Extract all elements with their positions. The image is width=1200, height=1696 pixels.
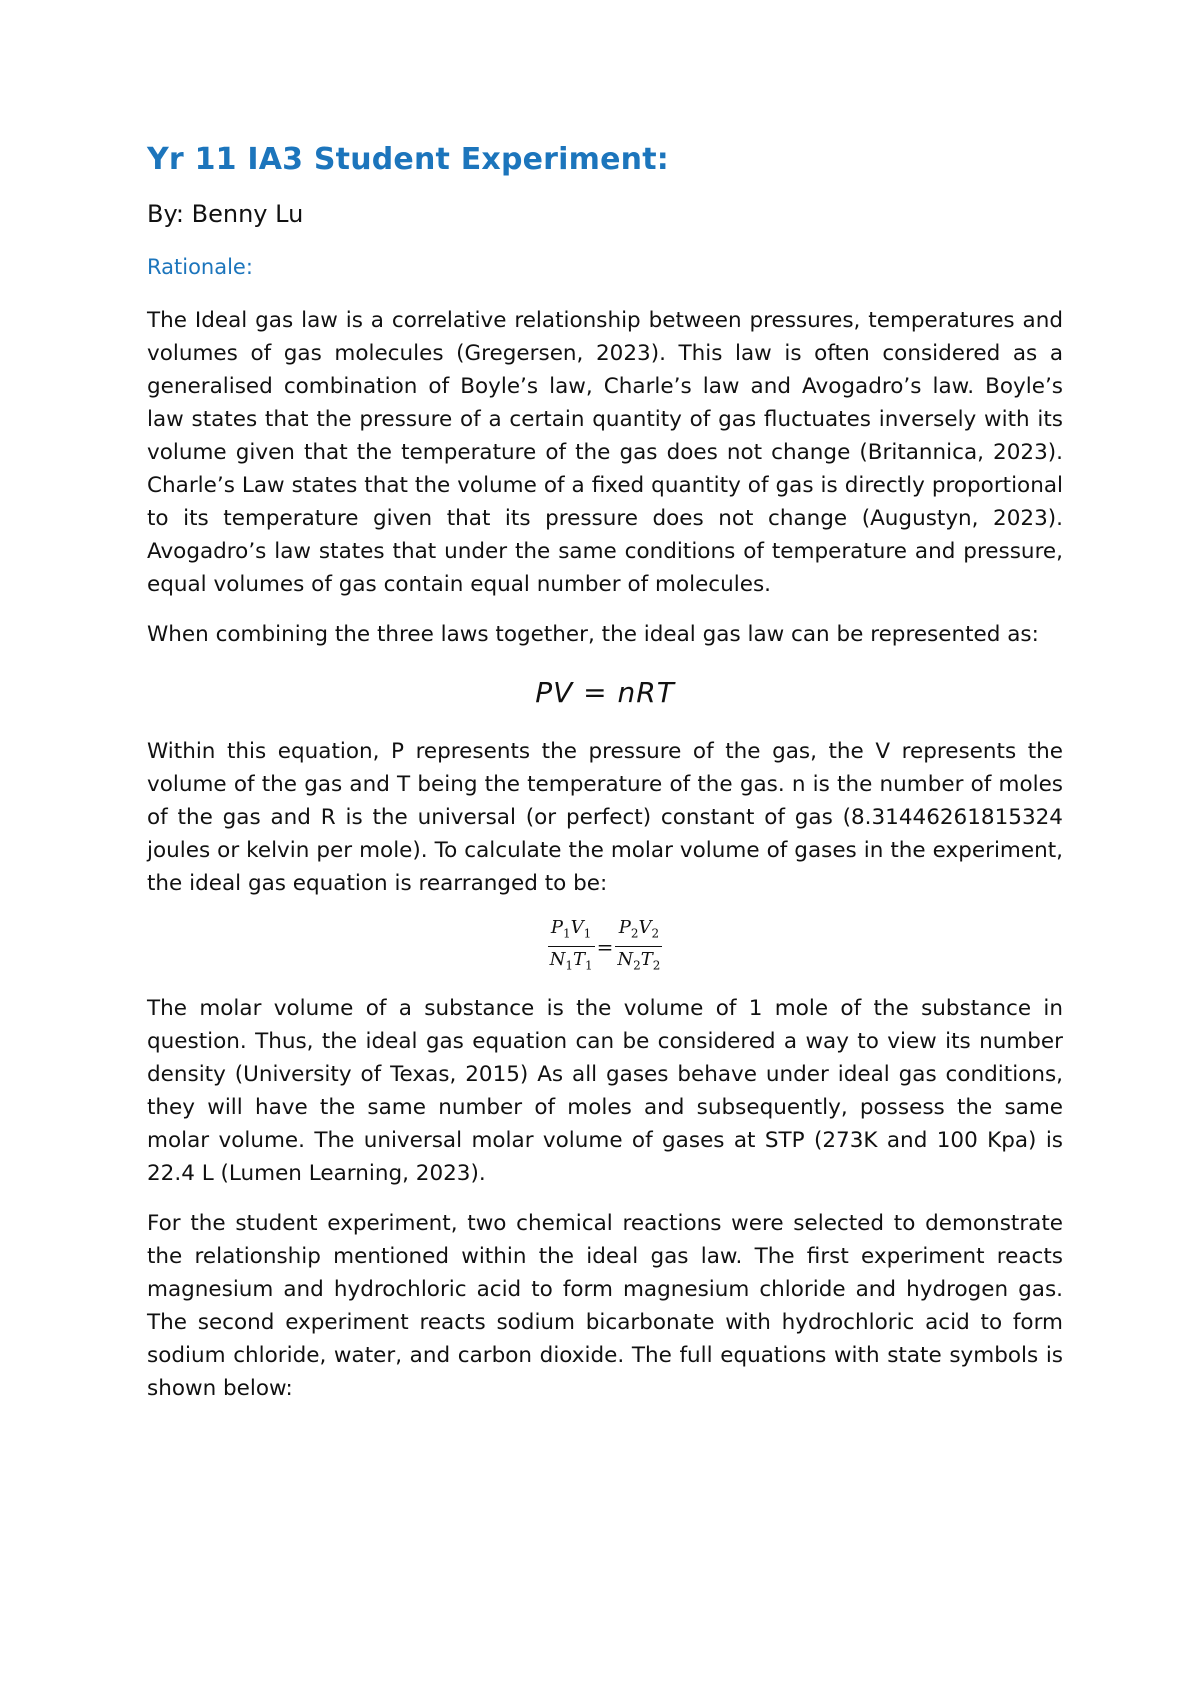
paragraph-ideal-gas-law: The Ideal gas law is a correlative relationship between pressures, temperatures and volumes of gas molecules (Gregersen, 2023). This law is often considered as a generalised combination of Boyle’s law, Charle’s law and Avogadro’s law. Boyle’s law states that the pressure of a certain quantity of gas fluctuates inversely with its volume given that the temperature of the gas does not change (Britannica, 2023). Charle’s Law states that the volume of a fixed quantity of gas is directly proportional to its temperature given that its pressure does not change (Augustyn, 2023). Avogadro’s law states that under the same conditions of temperature and pressure, equal volumes of gas contain equal number of molecules. [147, 308, 1063, 597]
equals-sign: = [596, 934, 614, 959]
paragraph-equation-explanation: Within this equation, P represents the pressure of the gas, the V represents the volume of the gas and T being the temperature of the gas. n is the number of moles of the gas and R is the universal (or perfect) constant of gas (8.31446261815324 joules or kelvin per mole). To calculate the molar volume of gases in the experiment, the ideal gas equation is rearranged to be: [147, 739, 1063, 896]
fraction-left-numerator: $P_1V_1$ [548, 918, 595, 947]
paragraph-molar-volume: The molar volume of a substance is the volume of 1 mole of the substance in question. Thus, the ideal gas equation can be considered a way to view its number density (University of Texas, 2015) As all gases behave under ideal gas conditions, they will have the same number of moles and subsequently, possess the same molar volume. The universal molar volume of gases at STP (273K and 100 Kpa) is 22.4 L (Lumen Learning, 2023). [147, 996, 1063, 1187]
author-line: By: Benny Lu [147, 200, 304, 228]
document-title: Yr 11 IA3 Student Experiment: [147, 142, 669, 177]
equation-ideal-gas: PV = nRT [535, 676, 675, 709]
paragraph-student-experiment: For the student experiment, two chemical reactions were selected to demonstrate the relationship mentioned within the ideal gas law. The first experiment reacts magnesium and hydrochloric acid to form magnesium chloride and hydrogen gas. The second experiment reacts sodium bicarbonate with hydrochloric acid to form sodium chloride, water, and carbon dioxide. The full equations with state symbols is shown below: [147, 1211, 1063, 1402]
paragraph-combining-laws: When combining the three laws together, the ideal gas law can be represented as: [147, 622, 1039, 647]
fraction-right-denominator: $N_2T_2$ [617, 948, 661, 973]
fraction-left [548, 918, 595, 975]
section-heading-rationale: Rationale: [147, 255, 253, 279]
document-page [147, 140, 1063, 1405]
equation-ratio [147, 918, 1063, 975]
fraction-right-numerator: $P_2V_2$ [615, 918, 662, 947]
fraction-left-denominator: $N_1T_1$ [549, 948, 593, 973]
fraction-right [615, 918, 662, 975]
